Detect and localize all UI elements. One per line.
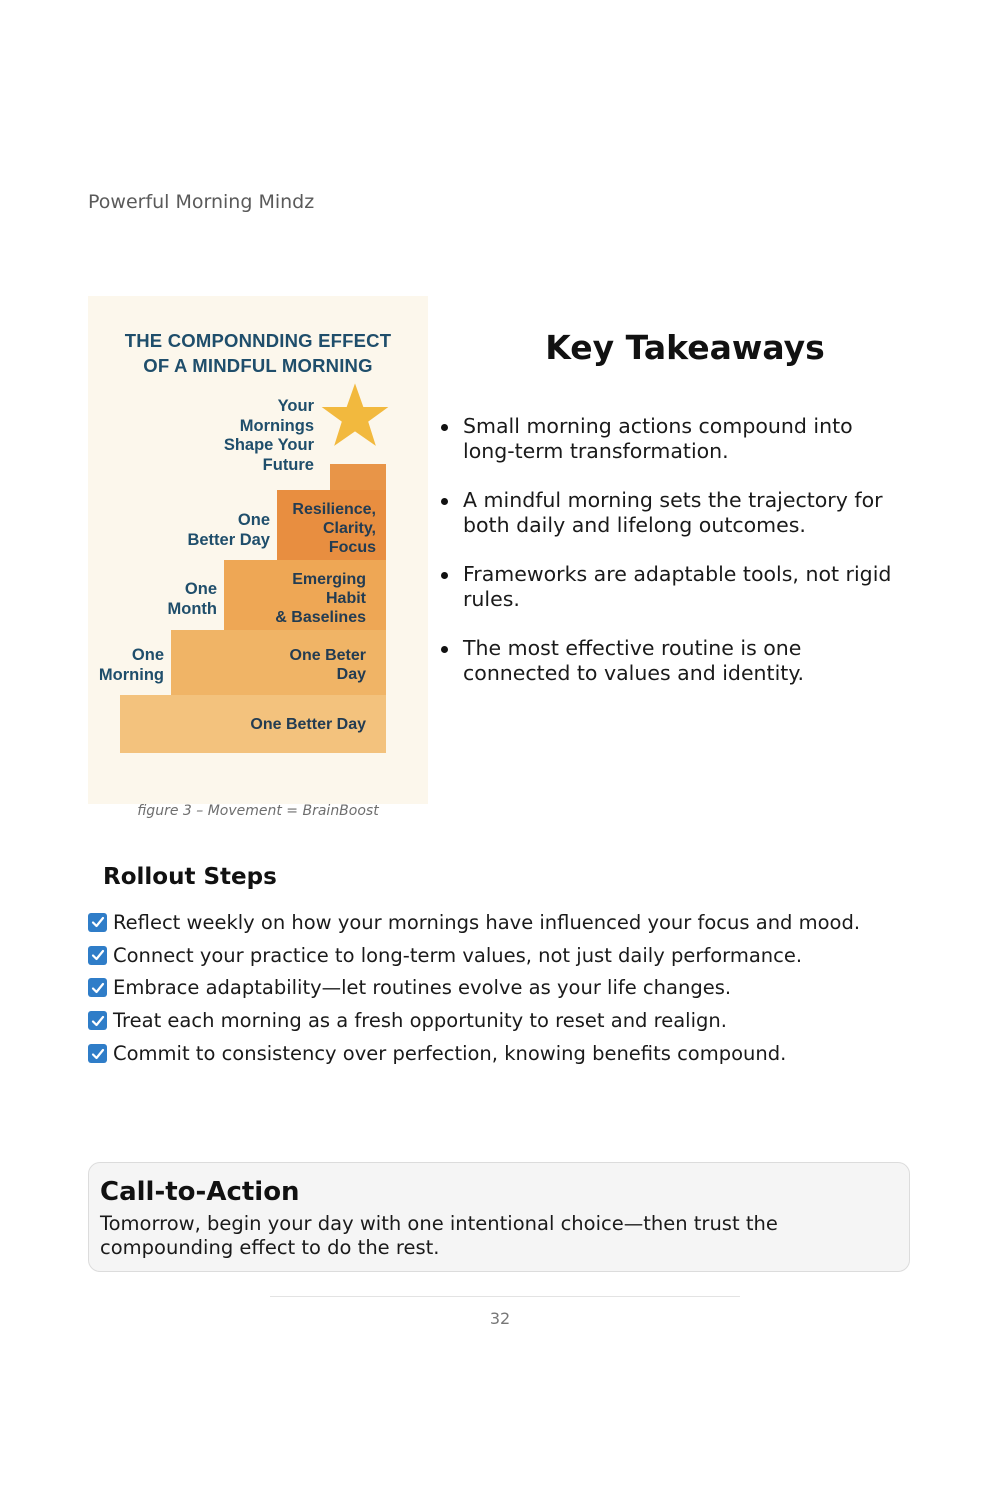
key-takeaways-title: Key Takeaways — [545, 328, 825, 367]
side-label-line: Morning — [98, 665, 164, 684]
step-text-line: Resilience, — [292, 501, 376, 518]
step-4-text — [280, 500, 376, 557]
star-label — [192, 397, 314, 475]
step-text-line: Emerging — [292, 571, 366, 588]
list-item: A mindful morning sets the trajectory for both daily and lifelong outcomes. — [438, 488, 908, 538]
list-item — [88, 972, 948, 1005]
compounding-effect-figure — [88, 296, 428, 804]
rollout-step-text: Embrace adaptability—let routines evolve as your life changes. — [113, 976, 732, 1000]
running-header: Powerful Morning Mindz — [88, 191, 315, 213]
side-label-line: One — [131, 646, 164, 664]
list-item: The most effective routine is one connected to values and identity. — [438, 636, 908, 686]
side-label-line: One — [237, 511, 270, 529]
footer-divider — [270, 1296, 740, 1297]
star-label-line: Future — [262, 455, 314, 474]
step-block-top — [330, 464, 386, 490]
step-text-line: One Beter — [289, 647, 366, 664]
checkbox-checked-icon — [88, 1044, 107, 1063]
figure-title-line: THE COMPONNDING EFFECT — [124, 330, 392, 351]
step-text-line: & Baselines — [275, 609, 366, 626]
side-label-line: One — [184, 580, 217, 598]
page-number: 32 — [489, 1309, 511, 1328]
rollout-steps-title: Rollout Steps — [103, 864, 277, 890]
list-item — [88, 906, 948, 939]
cta-title: Call-to-Action — [100, 1177, 300, 1207]
list-item — [88, 939, 948, 972]
list-item — [88, 1037, 948, 1070]
key-takeaways-list — [438, 414, 908, 710]
list-item: Frameworks are adaptable tools, not rigid rules. — [438, 562, 908, 612]
rollout-step-text: Commit to consistency over perfection, knowing benefits compound. — [113, 1042, 787, 1066]
side-label-one-better-day — [166, 511, 270, 550]
star-icon — [320, 382, 390, 448]
step-text-line: Clarity, — [322, 520, 376, 537]
step-2-text — [208, 646, 366, 684]
figure-title-line: OF A MINDFUL MORNING — [143, 355, 373, 376]
star-label-line: Mornings — [239, 416, 314, 435]
side-label-one-month — [144, 580, 217, 619]
star-label-line: Your — [277, 397, 314, 415]
step-text-line: Day — [336, 666, 366, 683]
list-item — [88, 1004, 948, 1037]
cta-body: Tomorrow, begin your day with one intentional choice—then trust the compounding effect to do the rest. — [100, 1212, 778, 1259]
rollout-steps-list — [88, 906, 948, 1070]
side-label-one-morning — [92, 646, 164, 685]
rollout-step-text: Reflect weekly on how your mornings have influenced your focus and mood. — [113, 910, 861, 934]
checkbox-checked-icon — [88, 1011, 107, 1030]
rollout-step-text: Treat each morning as a fresh opportunity to reset and realign. — [113, 1009, 727, 1033]
checkbox-checked-icon — [88, 946, 107, 965]
figure-caption: figure 3 – Movement = BrainBoost — [137, 803, 379, 819]
step-text-line: Habit — [326, 590, 366, 607]
step-3-text — [238, 570, 366, 627]
list-item: Small morning actions compound into long-term transformation. — [438, 414, 908, 464]
figure-title — [88, 328, 428, 378]
step-1-text — [148, 715, 366, 734]
step-text-line: Focus — [328, 539, 376, 556]
step-text-line: One Better Day — [250, 716, 366, 733]
side-label-line: Month — [167, 599, 217, 618]
checkbox-checked-icon — [88, 978, 107, 997]
star-label-line: Shape Your — [223, 436, 314, 454]
call-to-action-box — [88, 1162, 910, 1272]
side-label-line: Better Day — [187, 530, 270, 549]
checkbox-checked-icon — [88, 913, 107, 932]
rollout-step-text: Connect your practice to long-term values, not just daily performance. — [113, 943, 803, 967]
